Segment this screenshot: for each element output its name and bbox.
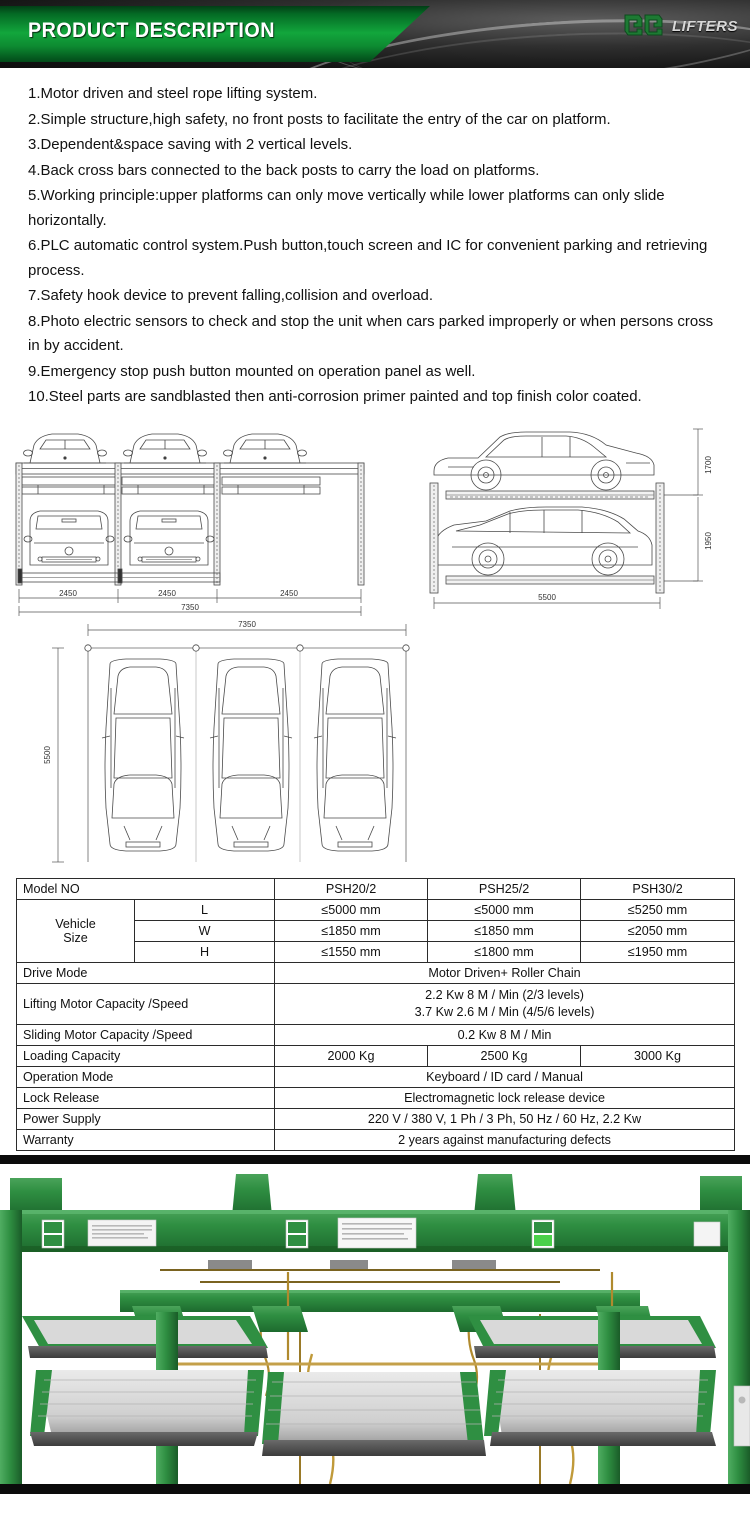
side-upper-height-dim: 1700: [704, 455, 713, 474]
table-row-lock-release: [17, 1087, 735, 1108]
description-item: 10.Steel parts are sandblasted then anti-corrosion primer painted and top finish color coated.: [28, 388, 642, 405]
side-lower-height-dim: 1950: [704, 531, 713, 550]
cell-loading-2: 2500 Kg: [428, 1045, 581, 1066]
product-photo-band: [0, 1155, 750, 1494]
brand-logo: [622, 13, 738, 39]
front-bay-dim-1: 2450: [59, 588, 77, 598]
table-row-sliding-motor: [17, 1024, 735, 1045]
description-item: 5.Working principle:upper platforms can only move vertically while lower platforms can only slide horizontally.: [28, 187, 665, 229]
cell-power-label: Power Supply: [17, 1108, 275, 1129]
photo-bottom-bar: [0, 1484, 750, 1494]
front-bay-dim-2: 2450: [158, 588, 176, 598]
cell-loading-1: 2000 Kg: [275, 1045, 428, 1066]
cell-model-no-label: Model NO: [17, 878, 275, 899]
cell-model-1: PSH20/2: [275, 878, 428, 899]
logo-text: LIFTERS: [672, 17, 738, 35]
specification-table-wrap: [0, 872, 750, 1155]
cell-dim-W: W: [135, 920, 275, 941]
cell-operation-value: Keyboard / ID card / Manual: [275, 1066, 735, 1087]
cell-lifting-label: Lifting Motor Capacity /Speed: [17, 983, 275, 1024]
cell-model-2: PSH25/2: [428, 878, 581, 899]
specification-table: [16, 878, 735, 1151]
cell-L-2: ≤5000 mm: [428, 899, 581, 920]
cell-power-value: 220 V / 380 V, 1 Ph / 3 Ph, 50 Hz / 60 Hz, 2.2 Kw: [275, 1108, 735, 1129]
front-bay-dim-3: 2450: [280, 588, 298, 598]
table-row-vehicle-length: [17, 899, 735, 920]
cell-model-3: PSH30/2: [581, 878, 735, 899]
cell-operation-label: Operation Mode: [17, 1066, 275, 1087]
lifting-value-line1: 2.2 Kw 8 M / Min (2/3 levels): [425, 987, 584, 1002]
cell-dim-H: H: [135, 941, 275, 962]
table-row-operation-mode: [17, 1066, 735, 1087]
description-item: 7.Safety hook device to prevent falling,collision and overload.: [28, 287, 434, 304]
cell-H-1: ≤1550 mm: [275, 941, 428, 962]
cell-W-3: ≤2050 mm: [581, 920, 735, 941]
cell-vehicle-size-label: [17, 899, 135, 962]
cell-warranty-value: 2 years against manufacturing defects: [275, 1129, 735, 1150]
cell-lock-label: Lock Release: [17, 1087, 275, 1108]
cell-W-1: ≤1850 mm: [275, 920, 428, 941]
description-item: 3.Dependent&space saving with 2 vertical levels.: [28, 136, 353, 153]
cell-L-1: ≤5000 mm: [275, 899, 428, 920]
plan-view-drawing: [30, 618, 450, 868]
plan-width-dim: 7350: [238, 619, 256, 629]
table-row-lifting-motor: [17, 983, 735, 1024]
description-item: 9.Emergency stop push button mounted on operation panel as well.: [28, 362, 476, 380]
cell-drive-mode-label: Drive Mode: [17, 962, 275, 983]
cell-sliding-label: Sliding Motor Capacity /Speed: [17, 1024, 275, 1045]
table-row-warranty: [17, 1129, 735, 1150]
table-row-loading-capacity: [17, 1045, 735, 1066]
product-description-banner: [0, 0, 750, 68]
table-row-drive-mode: [17, 962, 735, 983]
product-photo-parking-lift: [0, 1164, 750, 1484]
front-elevation-drawing: [0, 423, 420, 618]
cell-loading-label: Loading Capacity: [17, 1045, 275, 1066]
plan-depth-dim: 5500: [43, 745, 52, 764]
cell-lock-value: Electromagnetic lock release device: [275, 1087, 735, 1108]
cell-drive-mode-value: Motor Driven+ Roller Chain: [275, 962, 735, 983]
description-item: 8.Photo electric sensors to check and stop the unit when cars parked improperly or when persons cross in by accident.: [28, 312, 714, 354]
table-row-power-supply: [17, 1108, 735, 1129]
table-row-model-no: [17, 878, 735, 899]
side-length-dim: 5500: [538, 592, 556, 602]
photo-top-bar: [0, 1155, 750, 1164]
vehicle-label-line1: Vehicle: [55, 916, 96, 931]
description-item: 6.PLC automatic control system.Push button,touch screen and IC for convenient parking and retrieving process.: [28, 237, 708, 279]
vehicle-label-line2: Size: [63, 930, 88, 945]
side-elevation-drawing: [420, 423, 750, 618]
cell-loading-3: 3000 Kg: [581, 1045, 735, 1066]
cell-lifting-value: [275, 983, 735, 1024]
cell-dim-L: L: [135, 899, 275, 920]
gg-shield-icon: [622, 13, 666, 39]
description-item: 1.Motor driven and steel rope lifting system.: [28, 85, 318, 102]
lifting-value-line2: 3.7 Kw 2.6 M / Min (4/5/6 levels): [414, 1004, 595, 1019]
cell-sliding-value: 0.2 Kw 8 M / Min: [275, 1024, 735, 1045]
description-item: 4.Back cross bars connected to the back posts to carry the load on platforms.: [28, 161, 540, 179]
page-title: PRODUCT DESCRIPTION: [28, 19, 275, 42]
description-item: 2.Simple structure,high safety, no front posts to facilitate the entry of the car on platform.: [28, 110, 611, 128]
cell-W-2: ≤1850 mm: [428, 920, 581, 941]
cell-warranty-label: Warranty: [17, 1129, 275, 1150]
description-list: [0, 68, 750, 417]
cell-L-3: ≤5250 mm: [581, 899, 735, 920]
front-total-width-dim: 7350: [181, 602, 199, 612]
technical-drawings: [0, 417, 750, 872]
cell-H-3: ≤1950 mm: [581, 941, 735, 962]
cell-H-2: ≤1800 mm: [428, 941, 581, 962]
